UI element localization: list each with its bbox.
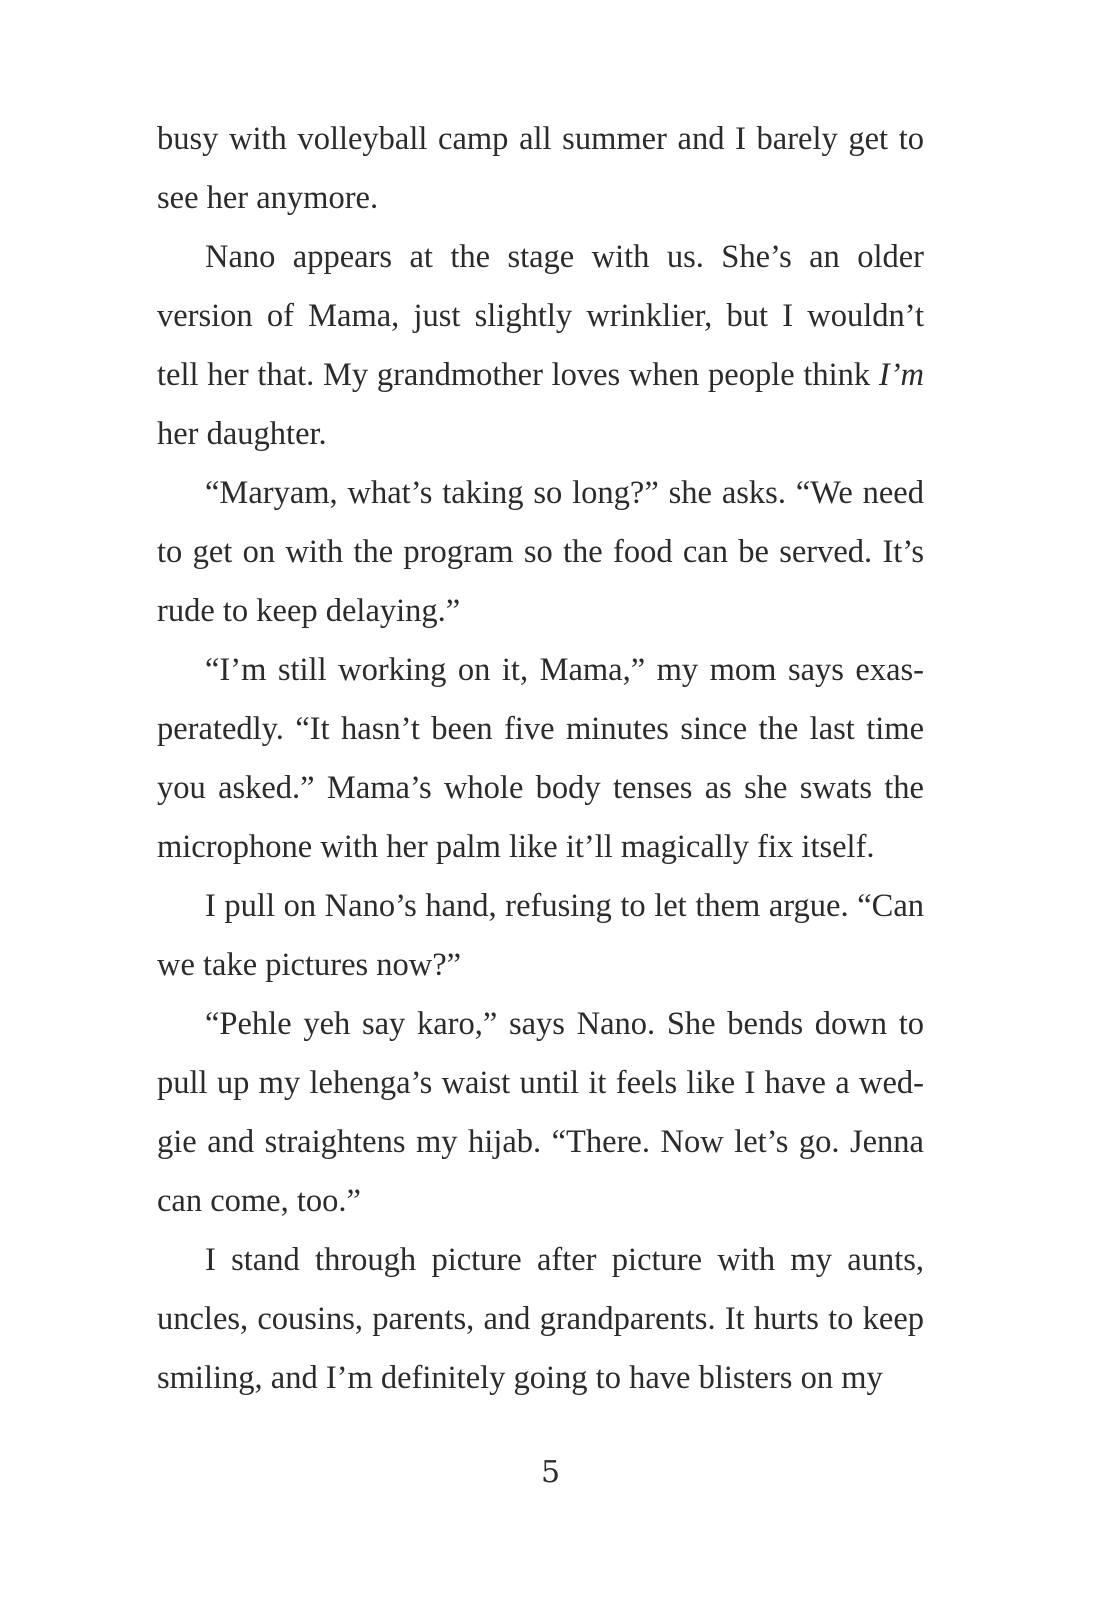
paragraph-6: “Pehle yeh say karo,” says Nano. She bends down to pull up my lehenga’s waist until it feels like I have a wedgie and straightens my hijab. “There. Now let’s go. Jenna can come, too.”	[157, 1006, 924, 1219]
paragraph-2	[157, 228, 924, 464]
italic-im: I’m	[878, 357, 924, 393]
paragraph-2-tail: her daughter.	[157, 416, 327, 452]
paragraph-3: “Maryam, what’s taking so long?” she asks. “We need to get on with the program so the food can be served. It’s rude to keep delaying.”	[157, 475, 924, 629]
paragraph-2-text: Nano appears at the stage with us. She’s an older version of Mama, just slightly wrinklier, but I wouldn’t tell her that. My grandmother loves when people think	[157, 239, 924, 393]
paragraph-4: “I’m still working on it, Mama,” my mom says exasperatedly. “It hasn’t been five minutes since the last time you asked.” Mama’s whole body tenses as she swats the microphone with her palm like it’ll magically fix itself.	[157, 652, 924, 865]
paragraph-1: busy with volleyball camp all summer and I barely get to see her anymore.	[157, 121, 924, 216]
body-text	[157, 110, 924, 1408]
page-number: 5	[540, 1455, 561, 1490]
paragraph-7: I stand through picture after picture with my aunts, uncles, cousins, parents, and grandparents. It hurts to keep smiling, and I’m definitely going to have blisters on my	[157, 1242, 924, 1396]
paragraph-5: I pull on Nano’s hand, refusing to let them argue. “Can we take pictures now?”	[157, 888, 924, 983]
